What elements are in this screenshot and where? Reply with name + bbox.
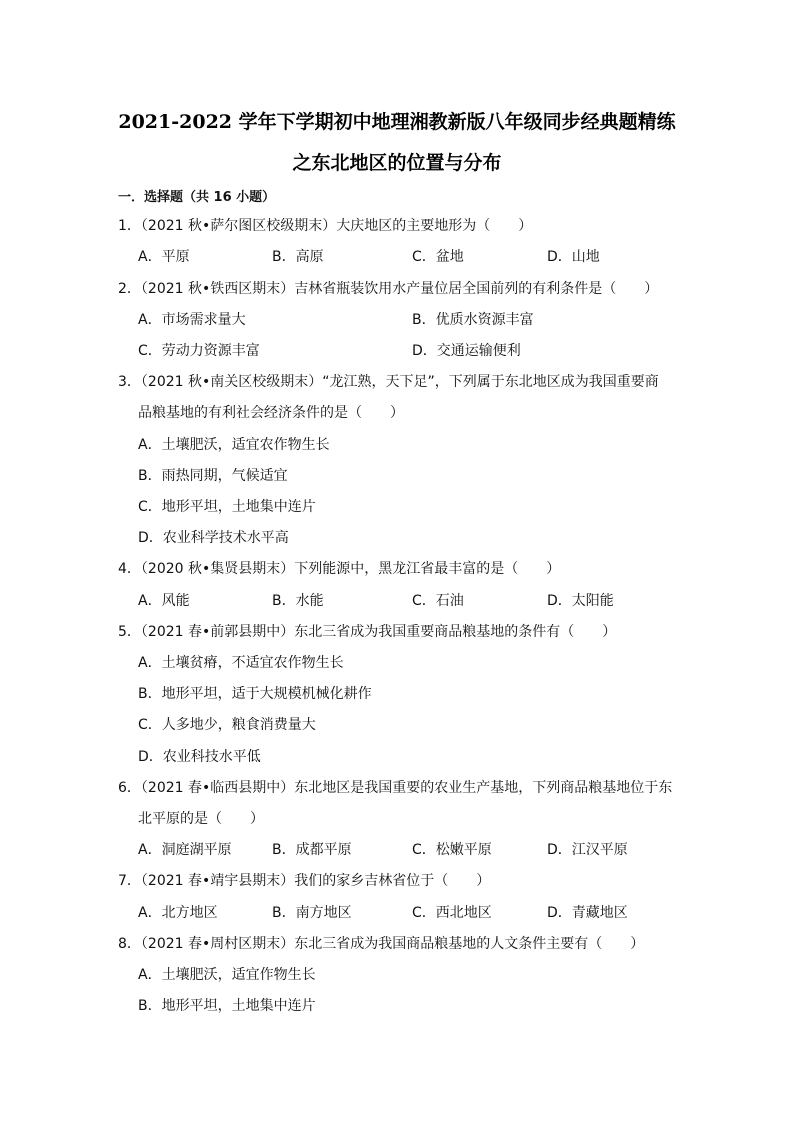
question-3-option-c: C．地形平坦，土地集中连片 <box>138 499 316 515</box>
question-5-option-d: D．农业科技水平低 <box>138 749 261 765</box>
question-3-option-a: A．土壤肥沃，适宜农作物生长 <box>138 437 330 453</box>
question-3-option-b: B．雨热同期，气候适宜 <box>138 468 288 484</box>
question-1-option-c: C．盆地 <box>412 249 464 265</box>
question-7-option-a: A．北方地区 <box>138 905 218 921</box>
question-8-option-a: A．土壤肥沃，适宜作物生长 <box>138 967 316 983</box>
question-4-option-c: C．石油 <box>412 593 464 609</box>
question-7-stem: 7．（2021 春•靖宇县期末）我们的家乡吉林省位于（ ） <box>118 873 491 889</box>
question-5-option-b: B．地形平坦，适于大规模机械化耕作 <box>138 686 372 702</box>
question-6-option-a: A．洞庭湖平原 <box>138 842 232 858</box>
question-3-stem-continued: 品粮基地的有利社会经济条件的是（ ） <box>138 405 404 421</box>
question-6-stem-continued: 北平原的是（ ） <box>138 811 264 827</box>
question-2-option-b: B．优质水资源丰富 <box>412 312 534 328</box>
section-heading: 一．选择题（共 16 小题） <box>118 190 276 205</box>
question-6-option-c: C．松嫩平原 <box>412 842 492 858</box>
question-6-stem: 6．（2021 春•临西县期中）东北地区是我国重要的农业生产基地，下列商品粮基地位于东 <box>118 780 673 796</box>
question-2-stem: 2．（2021 秋•铁西区期末）吉林省瓶装饮用水产量位居全国前列的有利条件是（ ） <box>118 281 659 297</box>
document-title-line-1: 2021-2022 学年下学期初中地理湘教新版八年级同步经典题精练 <box>118 111 676 133</box>
question-7-option-b: B．南方地区 <box>272 905 352 921</box>
question-2-option-a: A．市场需求量大 <box>138 312 246 328</box>
question-4-option-d: D．太阳能 <box>547 593 614 609</box>
question-2-option-c: C．劳动力资源丰富 <box>138 343 260 359</box>
question-4-option-a: A．风能 <box>138 593 190 609</box>
question-6-option-b: B．成都平原 <box>272 842 352 858</box>
question-5-stem: 5．（2021 春•前郭县期中）东北三省成为我国重要商品粮基地的条件有（ ） <box>118 624 617 640</box>
question-7-option-c: C．西北地区 <box>412 905 492 921</box>
question-2-option-d: D．交通运输便利 <box>412 343 521 359</box>
question-1-stem: 1．（2021 秋•萨尔图区校级期末）大庆地区的主要地形为（ ） <box>118 218 533 234</box>
question-8-stem: 8．（2021 春•周村区期末）东北三省成为我国商品粮基地的人文条件主要有（ ） <box>118 936 645 952</box>
question-6-option-d: D．江汉平原 <box>547 842 628 858</box>
question-1-option-d: D．山地 <box>547 249 600 265</box>
question-1-option-b: B．高原 <box>272 249 324 265</box>
question-1-option-a: A．平原 <box>138 249 190 265</box>
question-5-option-a: A．土壤贫瘠，不适宜农作物生长 <box>138 655 344 671</box>
question-4-stem: 4．（2020 秋•集贤县期末）下列能源中，黑龙江省最丰富的是（ ） <box>118 561 561 577</box>
question-7-option-d: D．青藏地区 <box>547 905 628 921</box>
question-4-option-b: B．水能 <box>272 593 324 609</box>
question-8-option-b: B．地形平坦，土地集中连片 <box>138 998 316 1014</box>
question-3-option-d: D．农业科学技术水平高 <box>138 530 289 546</box>
question-3-stem: 3．（2021 秋•南关区校级期末）“龙江熟，天下足”，下列属于东北地区成为我国重要商 <box>118 374 659 390</box>
document-title-line-2: 之东北地区的位置与分布 <box>292 152 502 174</box>
question-5-option-c: C．人多地少，粮食消费量大 <box>138 717 316 733</box>
